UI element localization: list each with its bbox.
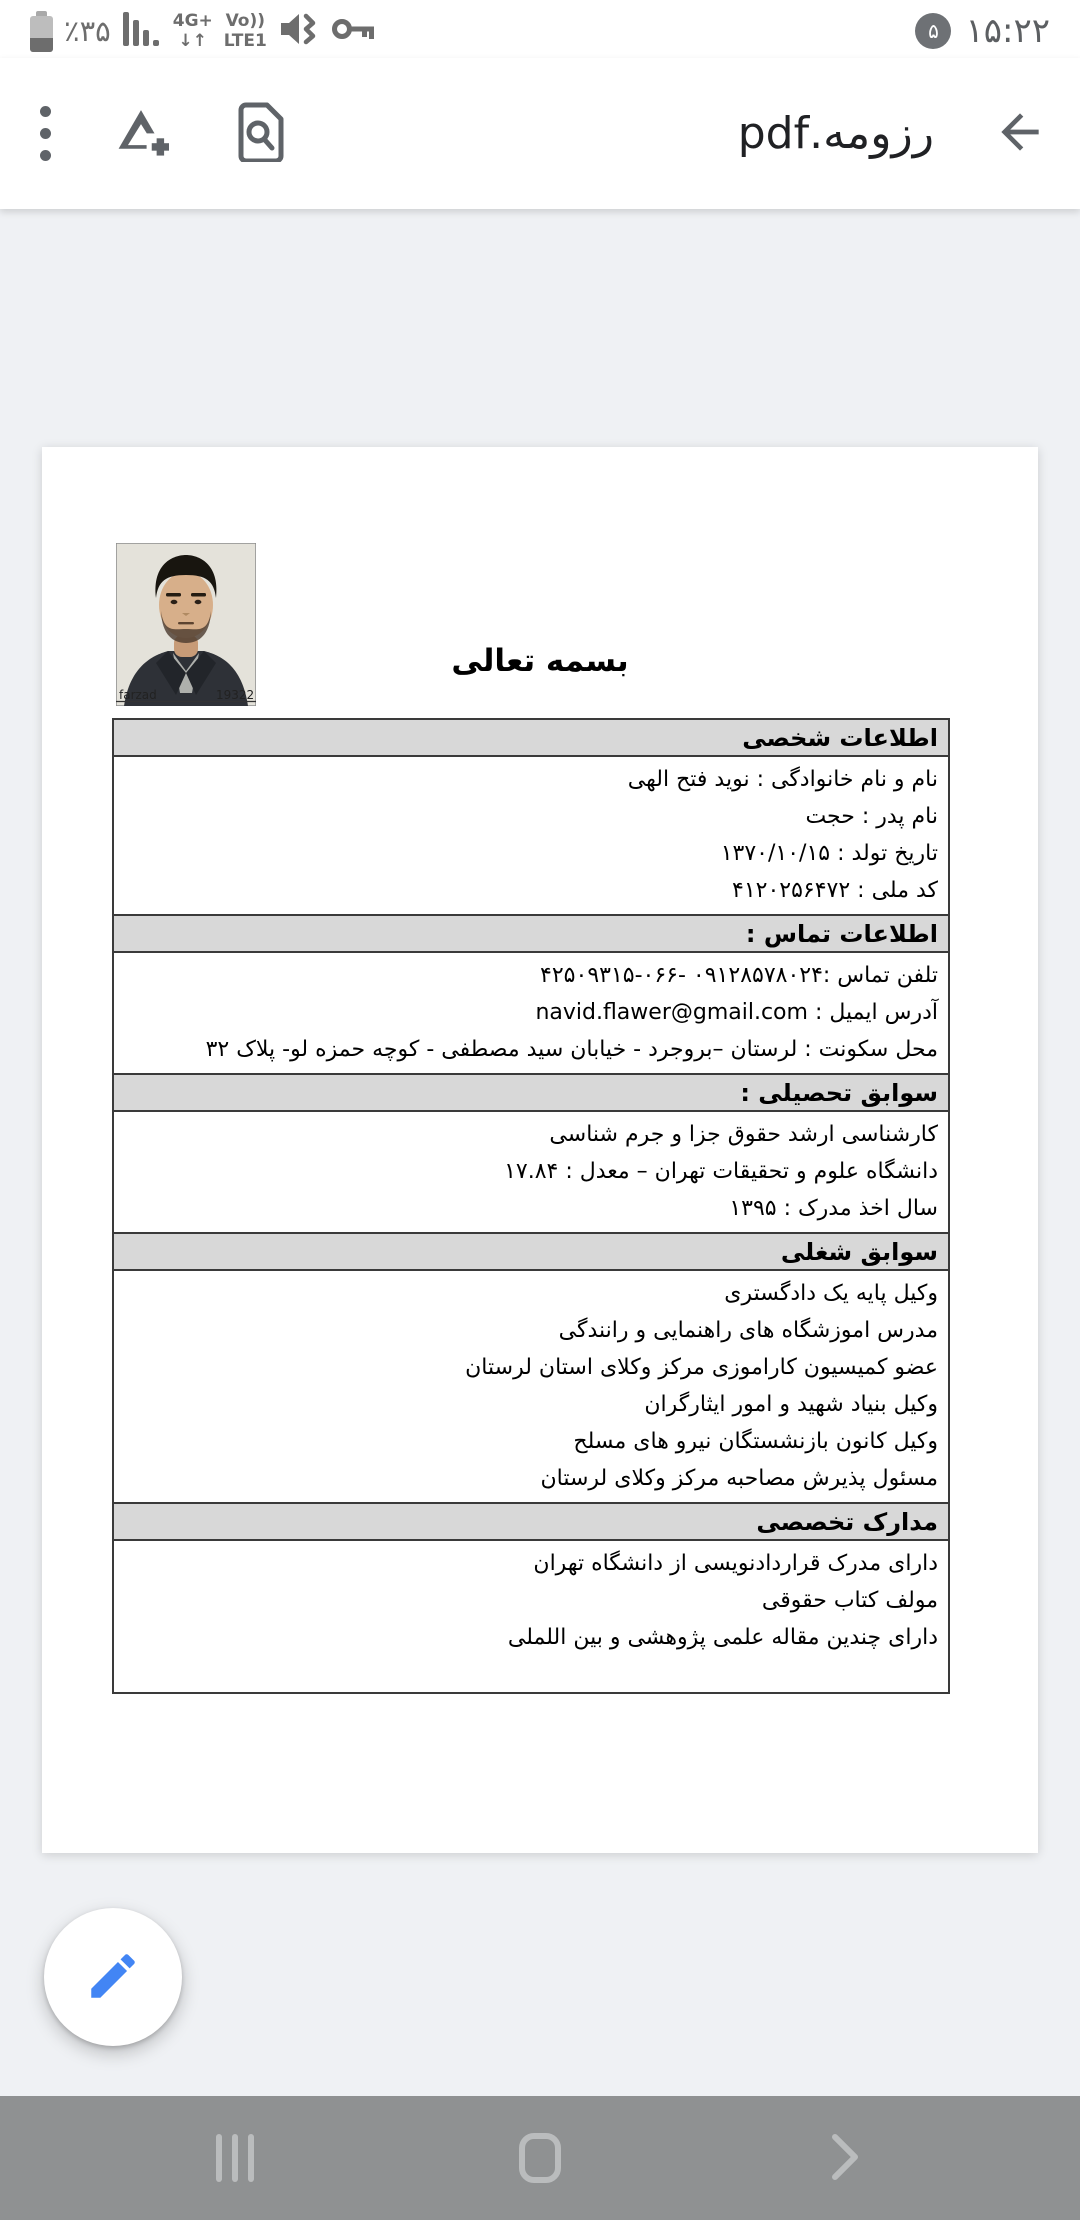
photo-watermark-number: 19322 xyxy=(216,688,255,702)
arrow-back-icon xyxy=(992,104,1048,163)
section-body xyxy=(114,1541,948,1692)
resume-row: دارای چندین مقاله علمی پژوهشی و بین اللملی xyxy=(507,1625,938,1650)
portrait-photo xyxy=(116,543,256,706)
volte-lte-icon: Vo)) LTE1 xyxy=(223,10,267,51)
resume-row: وکیل بنیاد شهید و امور ایثارگران xyxy=(644,1392,938,1417)
resume-row: وکیل کانون بازنشستگان نیرو های مسلح xyxy=(573,1429,938,1454)
section-header: سوابق تحصیلی : xyxy=(114,1075,948,1112)
more-vert-icon xyxy=(40,106,51,161)
status-bar-right xyxy=(915,11,1050,51)
vpn-key-icon xyxy=(331,14,377,48)
battery-percent-label: ٪۳۵ xyxy=(64,14,111,48)
section-specialized-certificates xyxy=(114,1504,948,1692)
battery-icon xyxy=(30,11,53,52)
back-nav-button[interactable] xyxy=(815,2123,875,2193)
resume-row: دانشگاه علوم و تحقیقات تهران – معدل : ۱۷.۸۴ xyxy=(504,1159,938,1184)
section-body xyxy=(114,757,948,916)
back-chevron-icon xyxy=(828,2129,862,2188)
home-button[interactable] xyxy=(510,2123,570,2193)
notification-count-badge: ۵ xyxy=(915,13,951,49)
resume-row: تاریخ تولد : ۱۳۷۰/۱۰/۱۵ xyxy=(720,841,938,866)
section-body xyxy=(114,1271,948,1504)
back-button[interactable] xyxy=(992,104,1048,163)
find-in-document-button[interactable] xyxy=(235,102,285,165)
section-personal-info xyxy=(114,720,948,916)
resume-row: محل سکونت : لرستان –بروجرد - خیابان سید مصطفی - کوچه حمزه لو- پلاک ۳۲ xyxy=(205,1037,938,1062)
resume-row: تلفن تماس :۰۹۱۲۸۵۷۸۰۲۴ -۰۶۶-۴۲۵۰۹۳۱۵ xyxy=(540,963,938,988)
bismillah-heading: بسمه تعالی xyxy=(451,643,629,679)
pdf-scroll-area[interactable] xyxy=(0,209,1080,2096)
add-to-drive-button[interactable] xyxy=(113,104,169,163)
section-header: مدارک تخصصی xyxy=(114,1504,948,1541)
section-header: سوابق شغلی xyxy=(114,1234,948,1271)
resume-row: دارای مدرک قراردادنویسی از دانشگاه تهران xyxy=(533,1551,938,1576)
signal-strength-icon xyxy=(122,8,162,54)
pdf-page xyxy=(42,447,1038,1853)
section-education xyxy=(114,1075,948,1234)
section-header: اطلاعات تماس : xyxy=(114,916,948,953)
document-title: رزومه.pdf xyxy=(737,108,934,159)
pencil-edit-icon xyxy=(84,1947,142,2008)
overflow-menu-button[interactable] xyxy=(26,106,51,161)
resume-row: وکیل پایه یک دادگستری xyxy=(724,1281,938,1306)
recent-apps-icon xyxy=(216,2134,254,2182)
edit-fab-button[interactable] xyxy=(44,1908,182,2046)
section-header: اطلاعات شخصی xyxy=(114,720,948,757)
resume-row: مسئول پذیرش مصاحبه مرکز وکلای لرستان xyxy=(540,1466,938,1491)
document-search-icon xyxy=(235,102,285,165)
clock: ۱۵:۲۲ xyxy=(965,11,1050,51)
resume-row: نام پدر : حجت xyxy=(805,804,938,829)
resume-row: مولف کتاب حقوقی xyxy=(761,1588,938,1613)
section-contact-info xyxy=(114,916,948,1075)
photo-watermark-name: farzad xyxy=(119,688,157,702)
mobile-data-4g-icon: 4G+ ↓↑ xyxy=(172,10,213,51)
add-to-drive-icon xyxy=(113,104,169,163)
resume-row: آدرس ایمیل : navid.flawer@gmail.com xyxy=(535,1000,938,1025)
resume-row: عضو کمیسیون کاراموزی مرکز وکلای استان لرستان xyxy=(465,1355,938,1380)
resume-row: کارشناسی ارشد حقوق جزا و جرم شناسی xyxy=(549,1122,938,1147)
section-body xyxy=(114,1112,948,1234)
status-bar-left xyxy=(30,8,377,54)
pdf-viewer-toolbar xyxy=(0,58,1080,209)
android-navigation-bar xyxy=(0,2096,1080,2220)
resume-row: کد ملی : ۴۱۲۰۲۵۶۴۷۲ xyxy=(732,878,938,903)
resume-row: نام و نام خانوادگی : نوید فتح الهی xyxy=(627,767,938,792)
resume-row: مدرس اموزشگاه های راهنمایی و رانندگی xyxy=(558,1318,938,1343)
resume-row: سال اخذ مدرک : ۱۳۹۵ xyxy=(729,1196,938,1221)
section-work-experience xyxy=(114,1234,948,1504)
resume-table xyxy=(112,718,950,1694)
section-body xyxy=(114,953,948,1075)
status-bar xyxy=(0,0,1080,58)
vibrate-mute-icon xyxy=(278,9,320,53)
recent-apps-button[interactable] xyxy=(205,2123,265,2193)
home-icon xyxy=(519,2133,561,2183)
